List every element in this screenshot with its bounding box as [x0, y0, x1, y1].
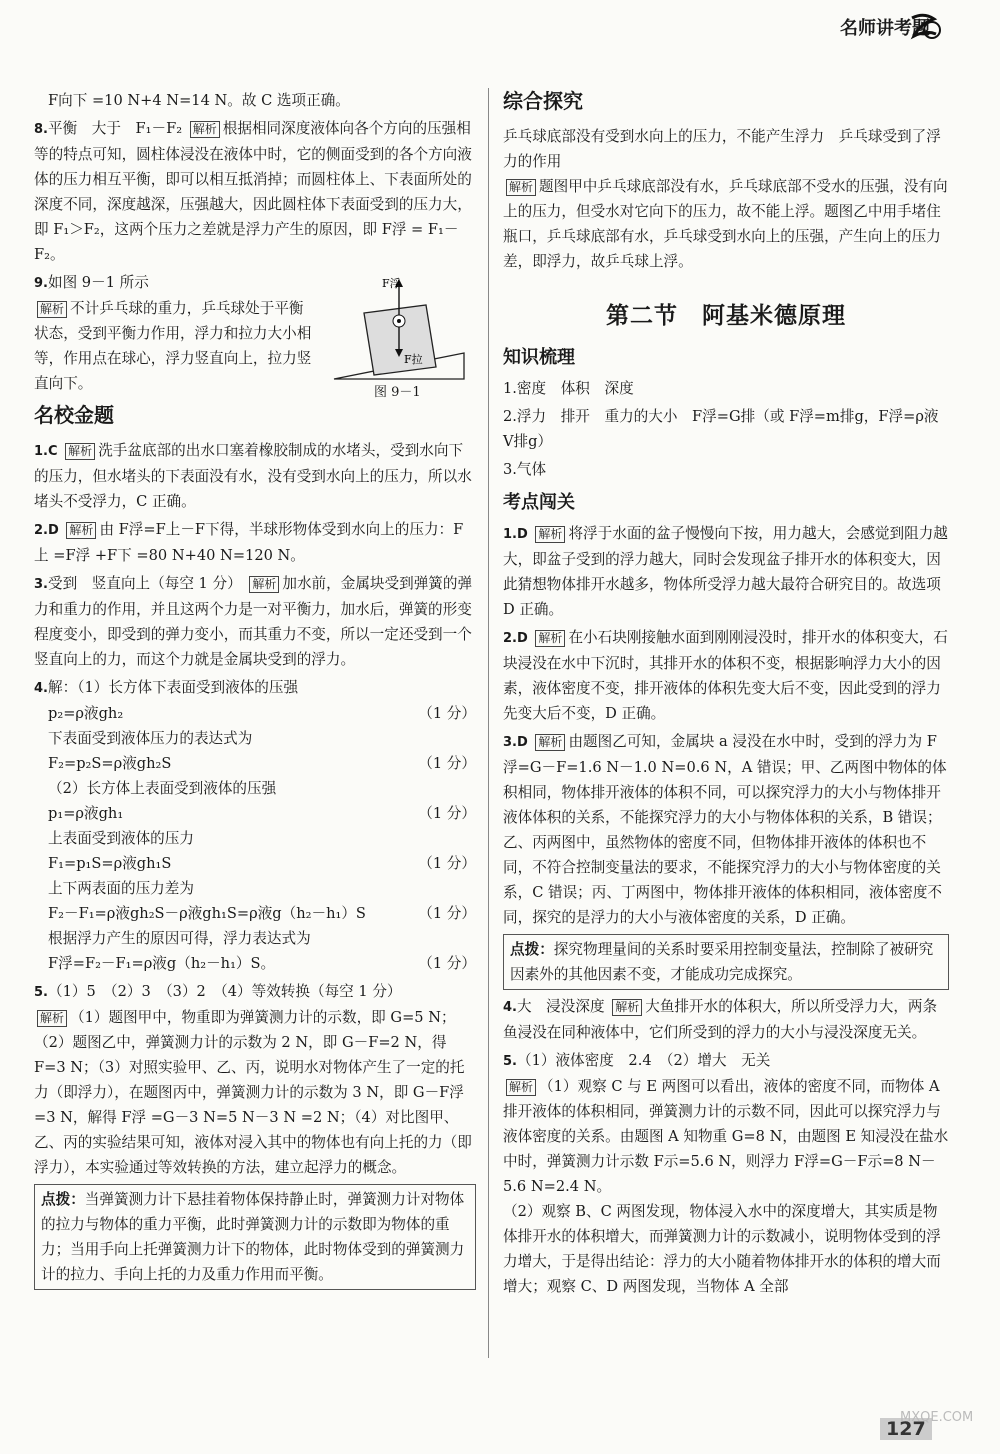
analysis-tag: 解析 — [37, 301, 67, 318]
section-heading: 名校金题 — [34, 403, 114, 427]
tip-box: 点拨：当弹簧测力计下悬挂着物体保持静止时，弹簧测力计对物体的拉力与物体的重力平衡，此时弹簧测力计的示数即为物体的重力；当用手向上托弹簧测力计下的物体，此时物体受到的弹簧测力计的拉力、手向上托的力及重力作用而平衡。 — [34, 1184, 476, 1290]
answer-9: 9.如图 9－1 所示 解析 不计乒乓球的重力，乒乓球处于平衡状态，受到平衡力作用，浮力和拉力大小相等，作用点在球心，浮力竖直向上，拉力竖直向下。 F浮 F拉 图 9－1 — [34, 270, 476, 390]
tip-box: 点拨：探究物理量间的关系时要采用控制变量法，控制除了被研究因素外的其他因素不变，才能成功完成探究。 — [503, 934, 949, 990]
right-column — [503, 88, 949, 1302]
figure-caption: 图 9－1 — [374, 385, 421, 400]
page-number: 127 — [880, 1418, 932, 1440]
answer-8: 8.平衡 大于 F₁－F₂ 解析 根据相同深度液体向各个方向的压强相等的特点可知，圆柱体浸没在液体中时，它的侧面受到的各个方向液体的压力相互平衡，即可以相互抵消掉；而圆柱体上、下表面所处的深度不同，深度越深，压强越大，因此圆柱体下表面受到的压力大，即 F₁＞F₂，这两个压力之差就是浮力产生的原因，即 F浮 = F₁－F₂。 — [34, 120, 472, 263]
chapter-title: 第二节 阿基米德原理 — [606, 303, 846, 329]
sub-heading: 考点闯关 — [503, 492, 575, 513]
continued-line: F向下 =10 N+4 N=14 N。故 C 选项正确。 — [48, 92, 350, 109]
mx-answer-2: 2.D 解析 由 F浮=F上－F下得，半球形物体受到水向上的压力：F上 =F浮 +F下 =80 N+40 N=120 N。 — [34, 521, 464, 564]
knowledge-1: 1.密度 体积 深度 — [503, 380, 634, 397]
column-divider — [488, 88, 489, 1358]
analysis-tag: 解析 — [190, 121, 220, 138]
knowledge-2: 2.浮力 排开 重力的大小 F浮=G排（或 F浮=m排g，F浮=ρ液V排g） — [503, 408, 939, 450]
knowledge-3: 3.气体 — [503, 461, 547, 478]
kd-answer-5: 5.（1）液体密度 2.4 （2）增大 无关 解析 （1）观察 C 与 E 两图可以看出，液体的密度不同，而物体 A 排开液体的体积相同，弹簧测力计的示数不同，因此可以探究浮力与液体密度的关系。由题图 A 知物重 G=8 N，由题图 E 知浸没在盐水中时，弹簧测力计示数 F示=5.6 N，则浮力 F浮=G－F示=8 N－5.6 N=2.4 N。 （2）观察 B、C 两图发现，物体浸入水中的深度增大，其实质是物体排开水的体积增大，而弹簧测力计的示数减小，说明物体受到的浮力增大，于是得出结论：浮力的大小随着物体排开水的体积的增大而增大；观察 C、D 两图发现，当物体 A 全部 — [503, 1052, 949, 1295]
mx-answer-1: 1.C 解析 洗手盆底部的出水口塞着橡胶制成的水堵头，受到水向下的压力，但水堵头的下表面没有水，没有受到水向上的压力，所以水堵头不受浮力，C 正确。 — [34, 442, 472, 510]
sub-heading: 知识梳理 — [503, 347, 575, 368]
left-column — [34, 88, 476, 1294]
header-brand: 名师讲考题 — [840, 18, 930, 39]
svg-text:F拉: F拉 — [404, 353, 423, 366]
watermark: MXQE.COM — [900, 1410, 974, 1425]
mx-answer-3: 3.受到 竖直向上（每空 1 分） 解析 加水前，金属块受到弹簧的弹力和重力的作用，并且这两个力是一对平衡力，加水后，弹簧的形变程度变小，即受到的弹力变小，而其重力不变，所以一定还受到一个竖直向上的力，而这个力就是金属块受到的浮力。 — [34, 575, 473, 668]
kd-answer-2: 2.D 解析 在小石块刚接触水面到刚刚浸没时，排开水的体积变大，石块浸没在水中下沉时，其排开水的体积不变，根据影响浮力大小的因素，液体密度不变，排开液体的体积先变大后不变，因此受到的浮力先变大后不变，D 正确。 — [503, 629, 948, 722]
kd-answer-3: 3.D 解析 由题图乙可知，金属块 a 浸没在水中时，受到的浮力为 F浮=G－F=1.6 N－1.0 N=0.6 N，A 错误；甲、乙两图中物体的体积相同，物体排开液体的体积不同，可以探究浮力的大小与物体排开液体体积的关系，不能探究浮力的大小与物体体积的关系，B 错误；乙、丙两图中，虽然物体的密度不同，但物体排开液体的体积也不同，不符合控制变量法的要求，不能探究浮力的大小与物体密度的关系，C 错误；丙、丁两图中，物体排开液体的体积相同，液体密度不同，探究的是浮力的大小与液体密度的关系，D 正确。 — [503, 733, 947, 926]
brand-logo-icon — [906, 10, 942, 44]
svg-text:F浮: F浮 — [382, 277, 401, 290]
mx-answer-5: 5.（1）5 （2）3 （3）2 （4）等效转换（每空 1 分） 解析 （1）题图甲中，物重即为弹簧测力计的示数，即 G=5 N；（2）题图乙中，弹簧测力计的示数为 2 N，即 G－F=2 N，得 F=3 N；（3）对照实验甲、乙、丙，说明水对物体产生了一定的托力（即浮力），在题图丙中，弹簧测力计的示数为 3 N，即 G－F浮 =3 N，解得 F浮 =G－3 N=5 N－3 N =2 N；（4）对比图甲、乙、丙的实验结果可知，液体对浸入其中的物体也有向上托的力（即浮力），本实验通过等效转换的方法，建立起浮力的概念。 — [34, 983, 472, 1176]
section-heading: 综合探究 — [503, 89, 583, 113]
kd-answer-1: 1.D 解析 将浮于水面的盆子慢慢向下按，用力越大，会感觉到阻力越大，即盆子受到的浮力越大，同时会发现盆子排开水的体积变大，因此猜想物体排开水越多，物体所受浮力越大最符合研究目的。故选项 D 正确。 — [503, 525, 948, 618]
kd-answer-4: 4.大 浸没深度 解析 大鱼排开水的体积大，所以所受浮力大，两条鱼浸没在同种液体中，它们所受到的浮力的大小与浸没深度无关。 — [503, 998, 938, 1041]
mx-answer-4: 4.解：（1）长方体下表面受到液体的压强 p₂=ρ液gh₂ （1 分） 下表面受到液体压力的表达式为 F₂=p₂S=ρ液gh₂S （1 分） （2）长方体上表面受到液体的压强 p₁=ρ液gh₁ （1 分） 上表面受到液体的压力 F₁=p₁S=ρ液gh₁S （1 分） 上下两表面的压力差为 F₂－F₁=ρ液gh₂S－ρ液gh₁S=ρ液g（h₂－h₁）S （1 分） 根据浮力产生的原因可得，浮力表达式为 F浮=F₂－F₁=ρ液g（h₂－h₁）S。 （1 分） — [34, 679, 476, 972]
figure-9-1 — [332, 270, 470, 390]
zh-answer: 乒乓球底部没有受到水向上的压力，不能产生浮力 乒乓球受到了浮力的作用 解析 题图甲中乒乓球底部没有水，乒乓球底部不受水的压强，没有向上的压力，但受水对它向下的压力，故不能上浮。题图乙中用手堵住瓶口，乒乓球底部有水，乒乓球受到水向上的压强，产生向上的压力差，即浮力，故乒乓球上浮。 — [503, 128, 948, 270]
